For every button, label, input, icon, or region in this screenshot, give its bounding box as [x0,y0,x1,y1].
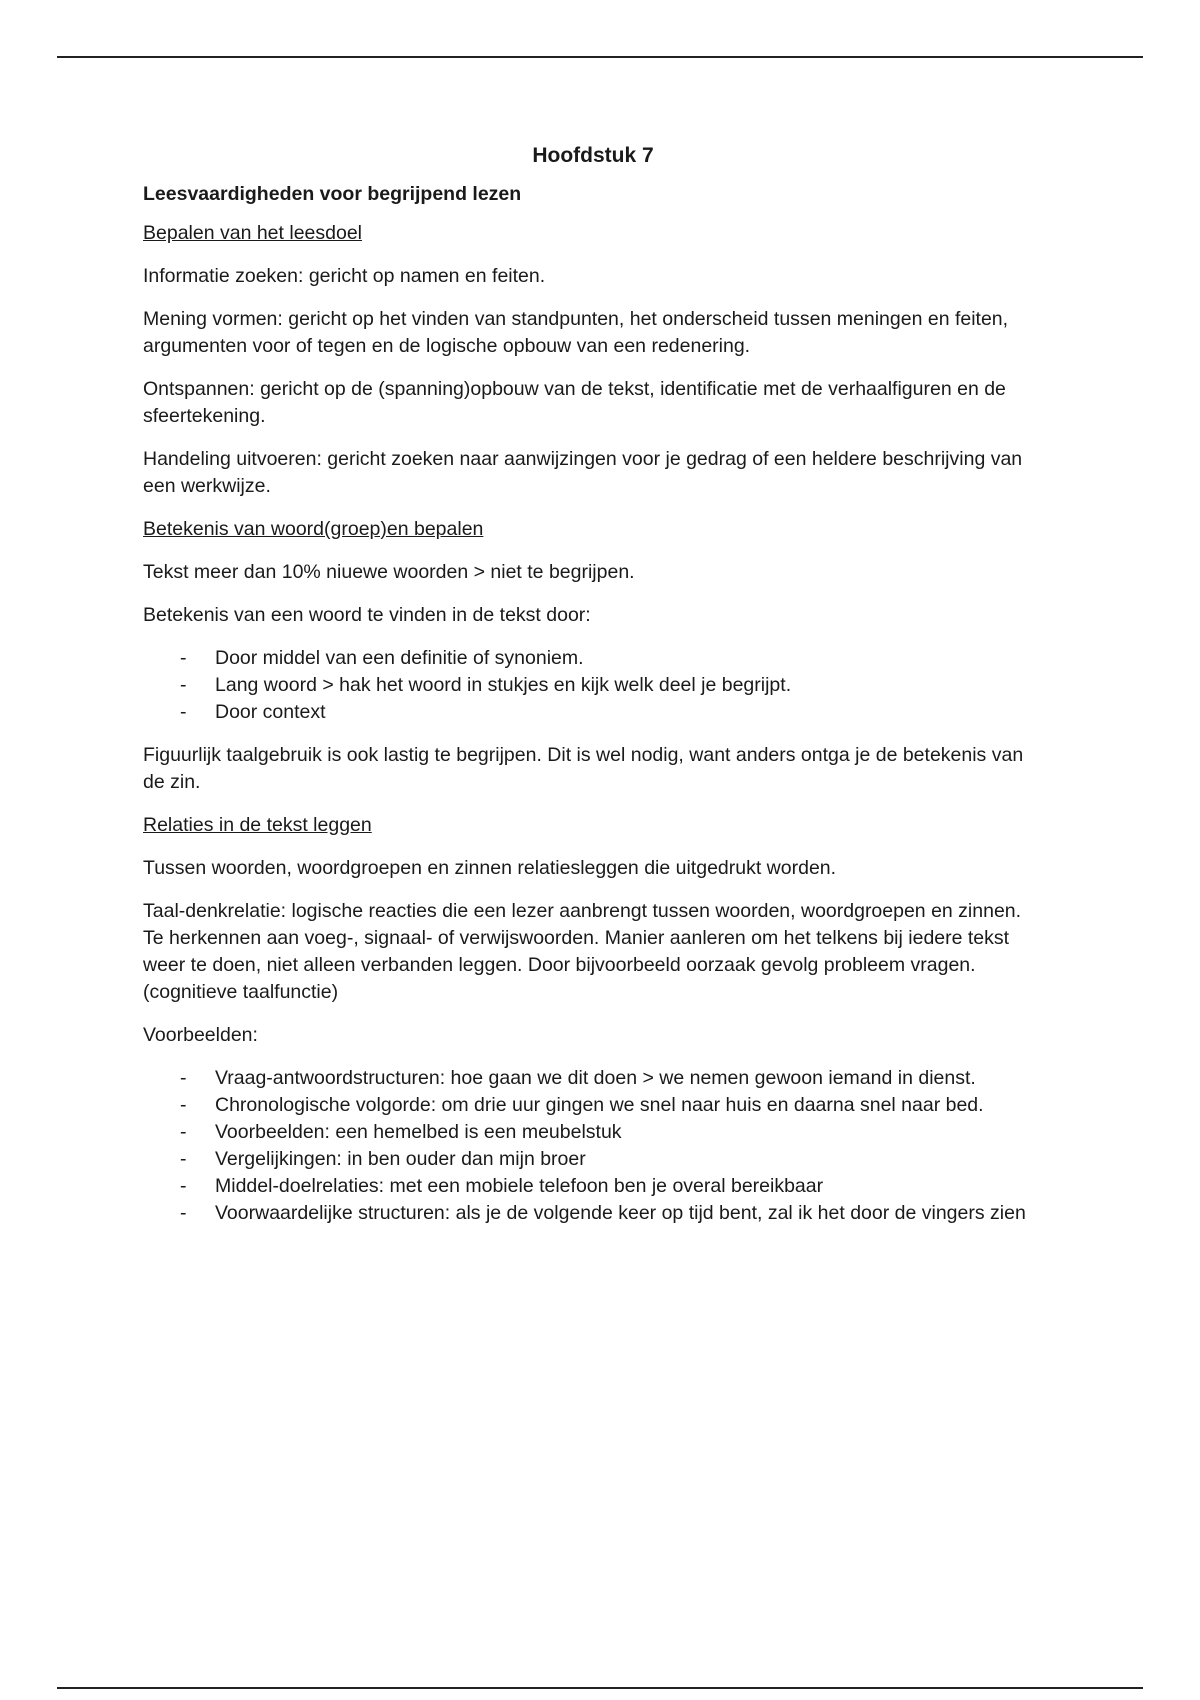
paragraph: Mening vormen: gericht op het vinden van standpunten, het onderscheid tussen meningen en feiten, argumenten voor of tegen en de logische opbouw van een redenering. [143,308,1009,357]
paragraph: Voorbeelden: [143,1024,258,1046]
list-item [143,1200,1043,1227]
subheading-relaties: Relaties in de tekst leggen [143,814,372,836]
list-item-text: Lang woord > hak het woord in stukjes en kijk welk deel je begrijpt. [215,674,792,696]
list-item [143,1146,1043,1173]
list-item [143,1173,1043,1200]
dash-bullet: - [180,1202,187,1224]
list-item-text: Vergelijkingen: in ben ouder dan mijn broer [215,1148,586,1170]
list-item-text: Voorwaardelijke structuren: als je de volgende keer op tijd bent, zal ik het door de vingers zien [215,1202,1026,1224]
bottom-rule [57,1687,1143,1689]
list-item [143,1119,1043,1146]
list-item-text: Chronologische volgorde: om drie uur gingen we snel naar huis en daarna snel naar bed. [215,1094,984,1116]
paragraph: Tussen woorden, woordgroepen en zinnen relatiesleggen die uitgedrukt worden. [143,857,837,879]
dash-bullet: - [180,1148,187,1170]
dash-bullet: - [180,647,187,669]
dash-bullet: - [180,1121,187,1143]
paragraph: Handeling uitvoeren: gericht zoeken naar aanwijzingen voor je gedrag of een heldere beschrijving van een werkwijze. [143,448,1023,497]
dash-bullet: - [180,701,187,723]
subheading-betekenis: Betekenis van woord(groep)en bepalen [143,518,484,540]
chapter-title: Hoofdstuk 7 [532,144,654,167]
dash-bullet: - [180,1067,187,1089]
paragraph: Taal-denkrelatie: logische reacties die een lezer aanbrengt tussen woorden, woordgroepen en zinnen. Te herkennen aan voeg-, signaal- of verwijswoorden. Manier aanleren om het telkens bij iedere tekst weer te doen, niet alleen verbanden leggen. Door bijvoorbeeld oorzaak gevolg probleem vragen. (cognitieve taalfunctie) [143,900,1022,1003]
list-item-text: Voorbeelden: een hemelbed is een meubelstuk [215,1121,622,1143]
paragraph: Informatie zoeken: gericht op namen en feiten. [143,265,546,287]
subheading-leesdoel: Bepalen van het leesdoel [143,222,363,244]
paragraph: Tekst meer dan 10% niuewe woorden > niet te begrijpen. [143,561,635,583]
document-body [143,142,1043,1243]
dash-bullet: - [180,1175,187,1197]
list-item [143,1065,1043,1092]
list-item [143,672,1043,699]
list-item [143,699,1043,726]
paragraph: Ontspannen: gericht op de (spanning)opbouw van de tekst, identificatie met de verhaalfiguren en de sfeertekening. [143,378,1006,427]
list-item-text: Door middel van een definitie of synoniem. [215,647,584,669]
dash-list-betekenis [143,645,1043,726]
dash-bullet: - [180,1094,187,1116]
list-item [143,1092,1043,1119]
paragraph: Betekenis van een woord te vinden in de tekst door: [143,604,591,626]
list-item [143,645,1043,672]
paragraph: Figuurlijk taalgebruik is ook lastig te begrijpen. Dit is wel nodig, want anders ontga je de betekenis van de zin. [143,744,1024,793]
list-item-text: Vraag-antwoordstructuren: hoe gaan we dit doen > we nemen gewoon iemand in dienst. [215,1067,976,1089]
list-item-text: Middel-doelrelaties: met een mobiele telefoon ben je overal bereikbaar [215,1175,824,1197]
section-heading: Leesvaardigheden voor begrijpend lezen [143,183,522,205]
top-rule [57,56,1143,58]
dash-list-voorbeelden [143,1065,1043,1227]
list-item-text: Door context [215,701,326,723]
dash-bullet: - [180,674,187,696]
